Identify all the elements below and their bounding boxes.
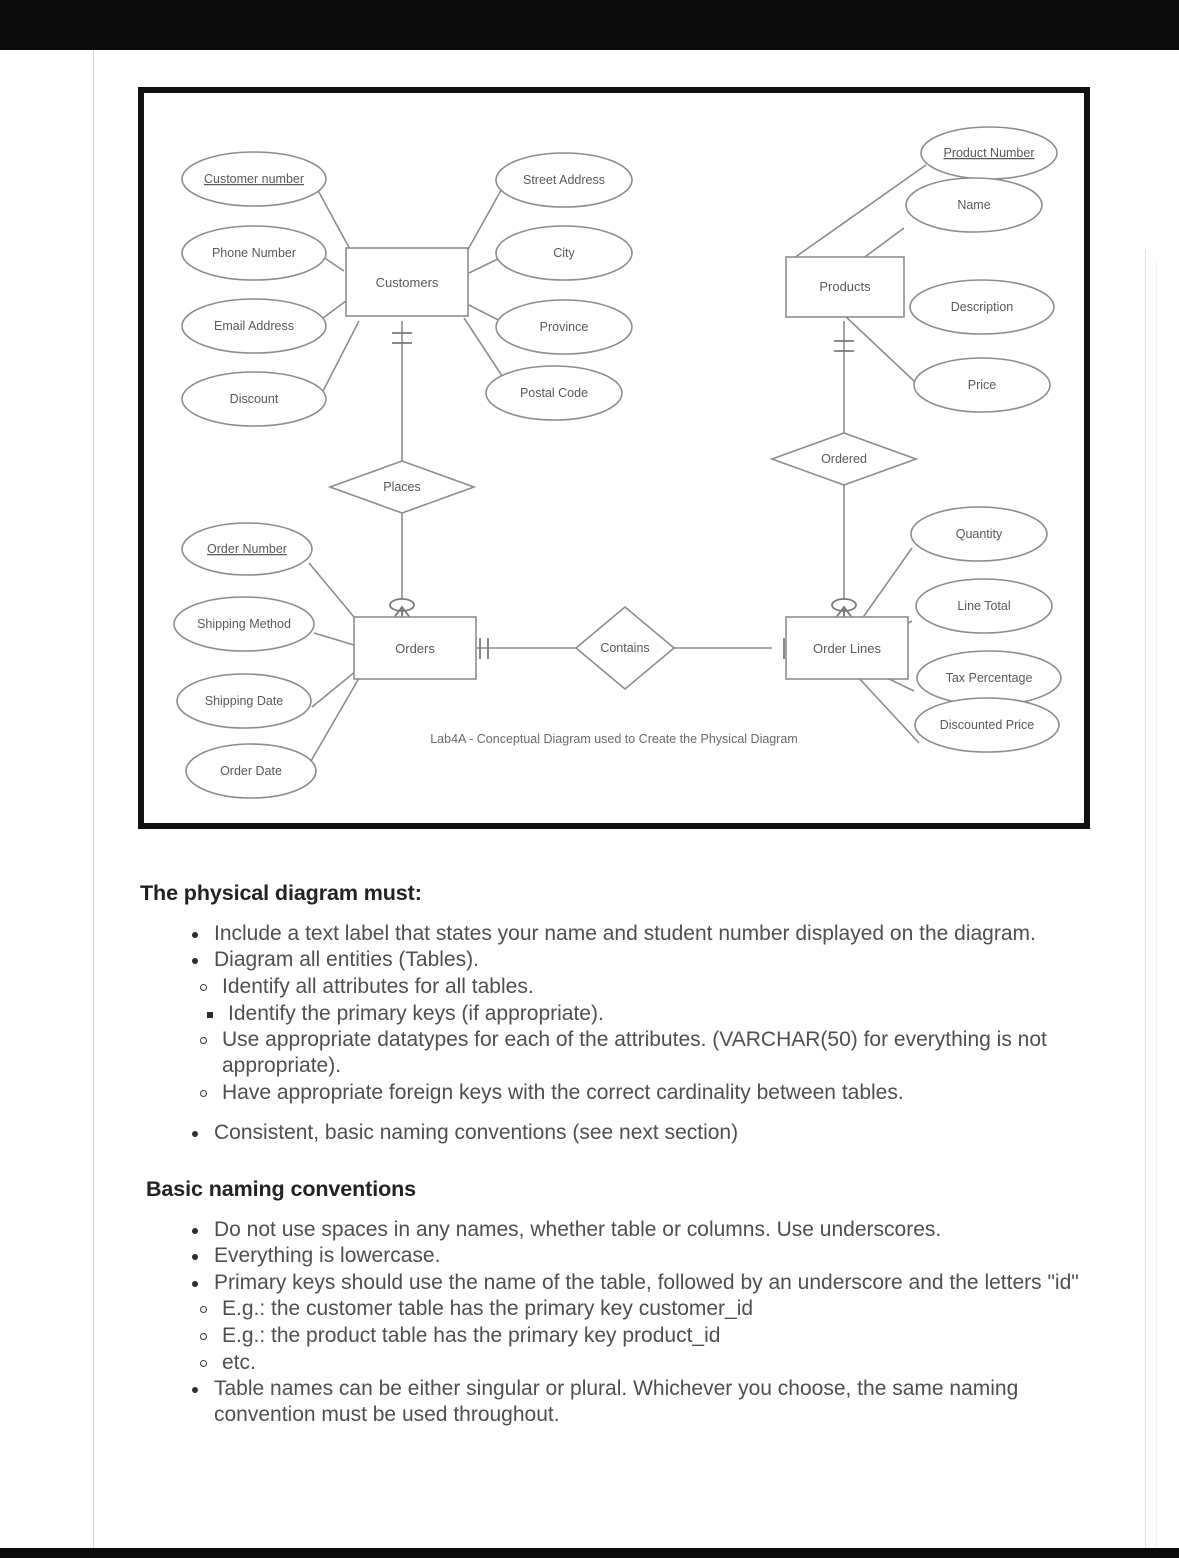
attribute-shipping-date[interactable] [177,674,311,728]
entity-customers[interactable] [346,248,468,316]
attribute-tax-percentage-label: Tax Percentage [945,671,1033,685]
requirements-list-continued [140,1120,1115,1146]
list-item: E.g.: the product table has the primary key product_id [196,1323,1115,1349]
relationship-ordered[interactable] [772,433,916,485]
list-item: Include a text label that states your name and student number displayed on the diagram. [188,921,1115,947]
attribute-postal-code[interactable] [486,366,622,420]
attribute-line-total[interactable] [916,579,1052,633]
attribute-tax-percentage[interactable] [917,651,1061,705]
list-item: Consistent, basic naming conventions (see next section) [188,1120,1115,1146]
conventions-list [140,1217,1115,1296]
page-right-panel-shadow [1156,262,1157,1548]
page-right-panel-edge [1145,250,1146,1548]
relationship-contains-label: Contains [600,641,650,655]
entity-order-lines-label: Order Lines [813,641,881,656]
attribute-shipping-date-label: Shipping Date [204,694,284,708]
relationship-ordered-label: Ordered [821,452,867,466]
document-body [140,880,1115,1429]
er-diagram-canvas [144,93,1084,823]
entity-order-lines[interactable] [786,617,908,679]
device-status-bar-bottom [0,1548,1179,1558]
list-item: Do not use spaces in any names, whether table or columns. Use underscores. [188,1217,1115,1243]
figure-caption: Lab4A - Conceptual Diagram used to Create the Physical Diagram [430,732,798,746]
attribute-customer-number-label: Customer number [203,172,305,186]
entity-orders-label: Orders [395,641,435,656]
attribute-name-label: Name [957,198,991,212]
relationship-contains[interactable] [576,607,674,689]
list-item: Table names can be either singular or plural. Whichever you choose, the same naming convention must be used throughout. [188,1376,1115,1427]
attribute-order-date-label: Order Date [220,764,282,778]
list-item: Use appropriate datatypes for each of the attributes. (VARCHAR(50) for everything is not appropriate). [196,1027,1115,1078]
heading-physical-diagram-must: The physical diagram must: [140,881,422,905]
attribute-postal-code-label: Postal Code [519,386,589,400]
attribute-name[interactable] [906,178,1042,232]
attribute-phone-number[interactable] [182,226,326,280]
er-diagram-figure [138,87,1090,829]
device-status-bar-top [0,0,1179,50]
entity-orders[interactable] [354,617,476,679]
page-left-margin-rule [93,50,94,1548]
list-item: Identify the primary keys (if appropriate). [202,1001,1115,1027]
attribute-city-label: City [553,246,575,260]
list-item: Identify all attributes for all tables. [196,974,1115,1000]
attribute-line-total-label: Line Total [957,599,1011,613]
attribute-quantity-label: Quantity [955,527,1003,541]
list-item: Everything is lowercase. [188,1243,1115,1269]
attribute-product-number-label: Product Number [943,146,1035,160]
entity-products-label: Products [819,279,871,294]
relationship-places-label: Places [383,480,421,494]
attribute-shipping-method-label: Shipping Method [197,617,291,631]
entity-products[interactable] [786,257,904,317]
list-item: Diagram all entities (Tables). [188,947,1115,973]
list-item: Have appropriate foreign keys with the correct cardinality between tables. [196,1080,1115,1106]
attribute-description-label: Description [950,300,1014,314]
requirements-sublist-continued [140,1027,1115,1105]
requirements-list [140,921,1115,973]
attribute-province-label: Province [539,320,589,334]
attribute-quantity[interactable] [911,507,1047,561]
attribute-discount[interactable] [182,372,326,426]
attribute-city[interactable] [496,226,632,280]
requirements-sublist [140,974,1115,1000]
attribute-email-address-label: Email Address [214,319,294,333]
attribute-email-address[interactable] [182,299,326,353]
relationship-places[interactable] [330,461,474,513]
list-item: E.g.: the customer table has the primary key customer_id [196,1296,1115,1322]
attribute-shipping-method[interactable] [174,597,314,651]
attribute-order-number-label: Order Number [207,542,287,556]
conventions-sublist [140,1296,1115,1375]
list-item: etc. [196,1350,1115,1376]
attribute-discount-label: Discount [229,392,279,406]
entity-customers-label: Customers [375,275,439,290]
attribute-price[interactable] [914,358,1050,412]
attribute-product-number[interactable] [921,127,1057,179]
attribute-description[interactable] [910,280,1054,334]
attribute-order-number[interactable] [182,523,312,575]
attribute-street-address[interactable] [496,153,632,207]
paragraph-spacer [140,1106,1115,1120]
heading-basic-naming-conventions: Basic naming conventions [146,1176,416,1201]
requirements-subsublist [140,1001,1115,1027]
attribute-discounted-price[interactable] [915,698,1059,752]
conventions-list-continued [140,1376,1115,1427]
attribute-customer-number[interactable] [182,152,326,206]
attribute-street-address-label: Street Address [523,173,605,187]
attribute-price-label: Price [967,378,997,392]
list-item: Primary keys should use the name of the table, followed by an underscore and the letters "id" [188,1270,1115,1296]
attribute-phone-number-label: Phone Number [211,246,297,260]
attribute-province[interactable] [496,300,632,354]
attribute-order-date[interactable] [186,744,316,798]
attribute-discounted-price-label: Discounted Price [939,718,1035,732]
